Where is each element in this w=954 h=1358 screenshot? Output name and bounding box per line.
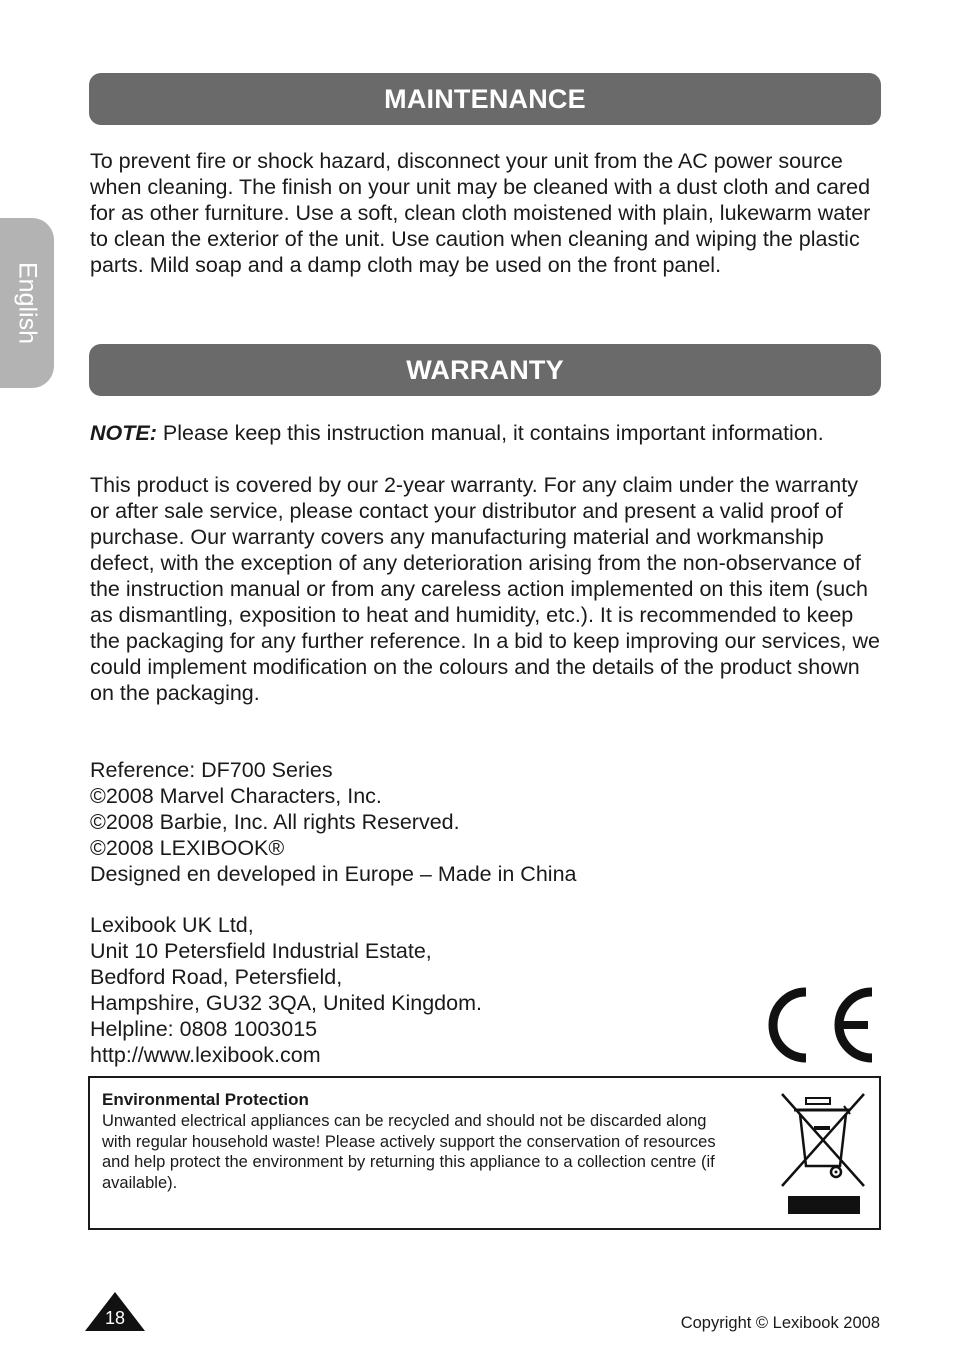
- reference-block: [90, 757, 880, 887]
- reference-line: Reference: DF700 Series: [90, 758, 333, 782]
- origin-line: Designed en developed in Europe – Made in China: [90, 862, 577, 886]
- address-line: Unit 10 Petersfield Industrial Estate,: [90, 939, 432, 963]
- maintenance-heading-bar: [89, 73, 881, 125]
- address-block: [90, 912, 880, 1068]
- maintenance-heading: MAINTENANCE: [384, 83, 586, 114]
- website-link[interactable]: http://www.lexibook.com: [90, 1043, 321, 1067]
- ce-mark-icon: [766, 986, 876, 1064]
- company-name: Lexibook UK Ltd,: [90, 913, 254, 937]
- warranty-note: [90, 420, 880, 446]
- environmental-protection-box: [88, 1076, 881, 1230]
- language-tab: [0, 218, 54, 388]
- helpline: Helpline: 0808 1003015: [90, 1017, 318, 1041]
- address-line: Hampshire, GU32 3QA, United Kingdom.: [90, 991, 482, 1015]
- note-label: NOTE:: [90, 421, 157, 445]
- copyright-barbie-line: ©2008 Barbie, Inc. All rights Reserved.: [90, 810, 460, 834]
- crossed-out-wheelie-bin-icon: [778, 1088, 868, 1216]
- environmental-protection-title: Environmental Protection: [102, 1090, 309, 1109]
- footer-copyright: Copyright © Lexibook 2008: [680, 1314, 880, 1332]
- copyright-marvel-line: ©2008 Marvel Characters, Inc.: [90, 784, 382, 808]
- copyright-lexibook-line: ©2008 LEXIBOOK®: [90, 836, 285, 860]
- language-tab-label: English: [13, 262, 42, 344]
- note-text: Please keep this instruction manual, it contains important information.: [156, 421, 824, 445]
- page-number: 18: [104, 1308, 126, 1328]
- warranty-heading-bar: [89, 344, 881, 396]
- environmental-protection-text: Unwanted electrical appliances can be recycled and should not be discarded along with regular household waste! Please actively support the conservation of resources and help protect the environment by returning this appliance to a collection centre (if available).: [102, 1112, 716, 1192]
- warranty-heading: WARRANTY: [406, 354, 564, 385]
- address-line: Bedford Road, Petersfield,: [90, 965, 343, 989]
- warranty-paragraph: This product is covered by our 2-year warranty. For any claim under the warranty or after sale service, please contact your distributor and present a valid proof of purchase. Our warranty covers any manufacturing material and workmanship defect, with the exception of any deterioration arising from the non-observance of the instruction manual or from any careless action implemented on this item (such as dismantling, exposition to heat and humidity, etc.). It is recommended to keep the packaging for any further reference. In a bid to keep improving our services, we could implement modification on the colours and the details of the product shown on the packaging.: [90, 473, 880, 705]
- maintenance-paragraph: To prevent fire or shock hazard, disconnect your unit from the AC power source when cleaning. The finish on your unit may be cleaned with a dust cloth and cared for as other furniture. Use a soft, clean cloth moistened with plain, lukewarm water to clean the exterior of the unit. Use caution when cleaning and wiping the plastic parts. Mild soap and a damp cloth may be used on the front panel.: [90, 149, 871, 277]
